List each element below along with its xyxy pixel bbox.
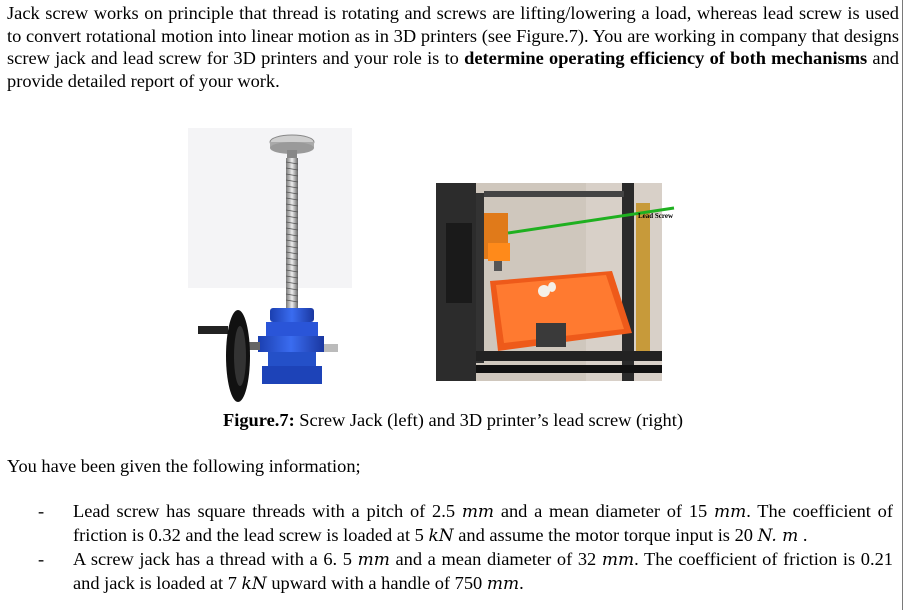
3d-printer-image xyxy=(436,183,674,381)
info-list xyxy=(0,500,906,596)
screw-jack-image xyxy=(178,128,352,408)
list-item: - Lead screw has square threads with a pitch of 2.5 mm and a mean diameter of 15 mm. The coefficient of friction is 0.32 and the lead screw is loaded at 5 kN and assume the motor torque input is 20 N. m . xyxy=(38,501,893,546)
emphasis-text: determine operating efficiency of both mechanisms xyxy=(464,48,868,69)
intro-paragraph: Jack screw works on principle that thread is rotating and screws are lifting/lowering a load, whereas lead screw is used to convert rotational motion into linear motion as in 3D printers (see Figure.7). You are working in company that designs screw jack and lead screw for 3D printers and your role is to determine operating efficiency of both mechanisms and provide detailed report of your work. xyxy=(7,3,899,91)
bullet: - xyxy=(38,501,45,521)
lead-screw-label: Lead Screw xyxy=(638,212,674,220)
figure-caption: Figure.7: Screw Jack (left) and 3D printer’s lead screw (right) xyxy=(223,410,683,430)
bullet: - xyxy=(38,549,45,569)
given-info-intro: You have been given the following information; xyxy=(7,456,361,476)
list-item: - A screw jack has a thread with a 6. 5 mm and a mean diameter of 32 mm. The coefficient of friction is 0.21 and jack is loaded at 7 kN upward with a handle of 750 mm. xyxy=(38,549,893,594)
